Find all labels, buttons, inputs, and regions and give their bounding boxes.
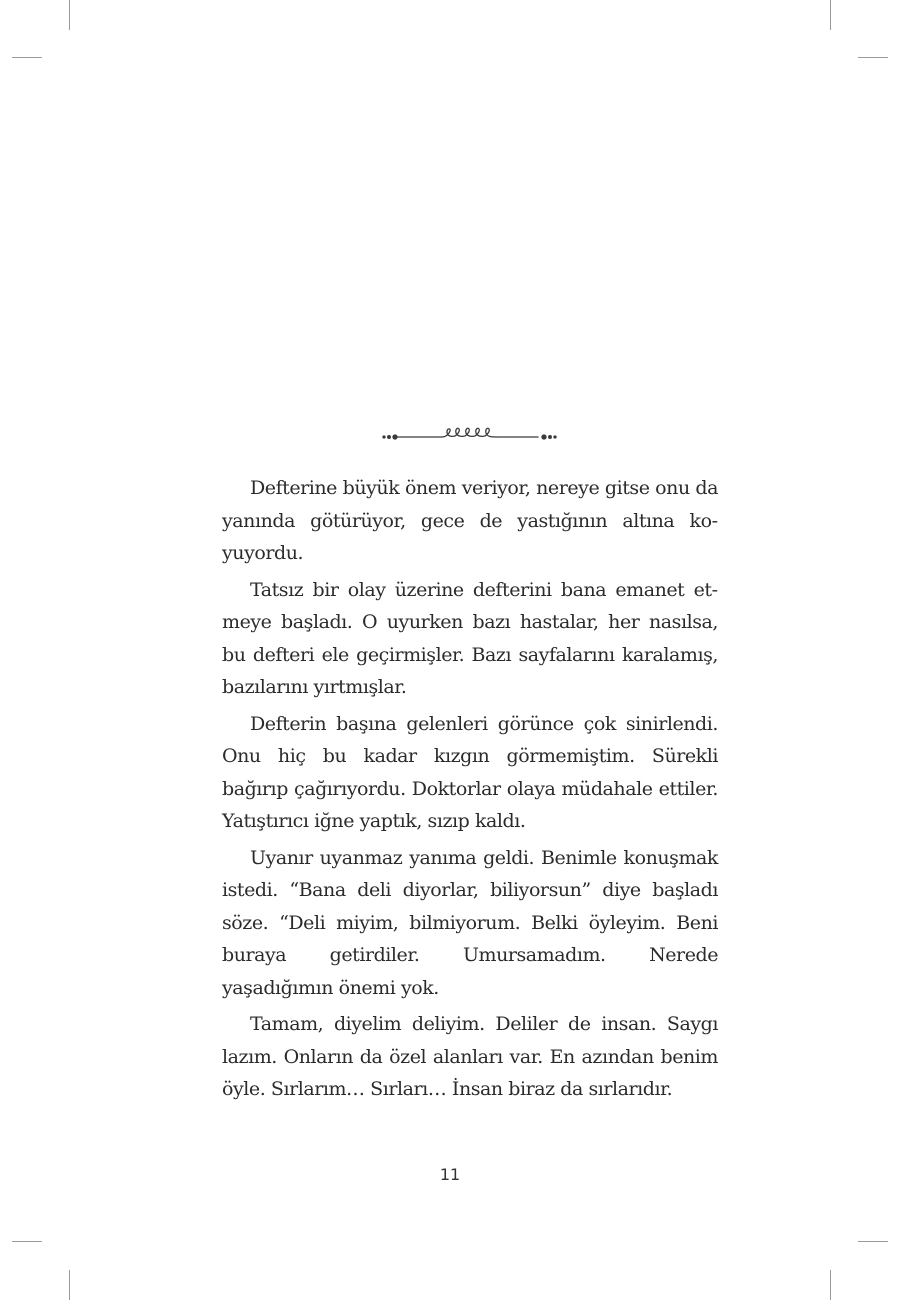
paragraph: Uyanır uyanmaz yanıma geldi. Benimle konuşmak istedi. “Bana deli diyorlar, biliyorsun” diye başladı söze. “Deli miyim, bilmiyorum. Belki öyleyim. Beni buraya getirdiler. Umursamadım. Nerede yaşadığımın önemi yok.: [222, 846, 718, 999]
paragraph: Defterine büyük önem veriyor, nereye gitse onu da yanında götürüyor, gece de yastığının altına koyuyordu.: [222, 477, 718, 564]
body-text: [222, 472, 718, 1110]
crop-mark-top-left-vertical: [69, 0, 70, 30]
crop-mark-bottom-right-vertical: [830, 1270, 831, 1300]
crop-mark-top-left-horizontal: [12, 57, 42, 58]
section-ornament-icon: [380, 424, 560, 448]
crop-mark-bottom-left-vertical: [69, 1270, 70, 1300]
crop-mark-bottom-right-horizontal: [858, 1241, 888, 1242]
crop-mark-top-right-vertical: [830, 0, 831, 30]
page-number: 11: [439, 1165, 461, 1184]
paragraph: Tamam, diyelim deliyim. Deliler de insan. Saygı lazım. Onların da özel alanları var. En azından benim öyle. Sırlarım… Sırları… İnsan biraz da sırlarıdır.: [222, 1013, 718, 1100]
crop-mark-bottom-left-horizontal: [12, 1241, 42, 1242]
paragraph: Defterin başına gelenleri görünce çok sinirlendi. Onu hiç bu kadar kızgın görmemiştim. Sürekli bağırıp çağırıyordu. Doktorlar olaya müdahale ettiler. Yatıştırıcı iğne yaptık, sızıp kaldı.: [222, 712, 718, 832]
paragraph: Tatsız bir olay üzerine defterini bana emanet etmeye başladı. O uyurken bazı hastalar, her nasılsa, bu defteri ele geçirmişler. Bazı sayfalarını karalamış, bazılarını yırtmışlar.: [222, 578, 718, 698]
crop-mark-top-right-horizontal: [858, 57, 888, 58]
